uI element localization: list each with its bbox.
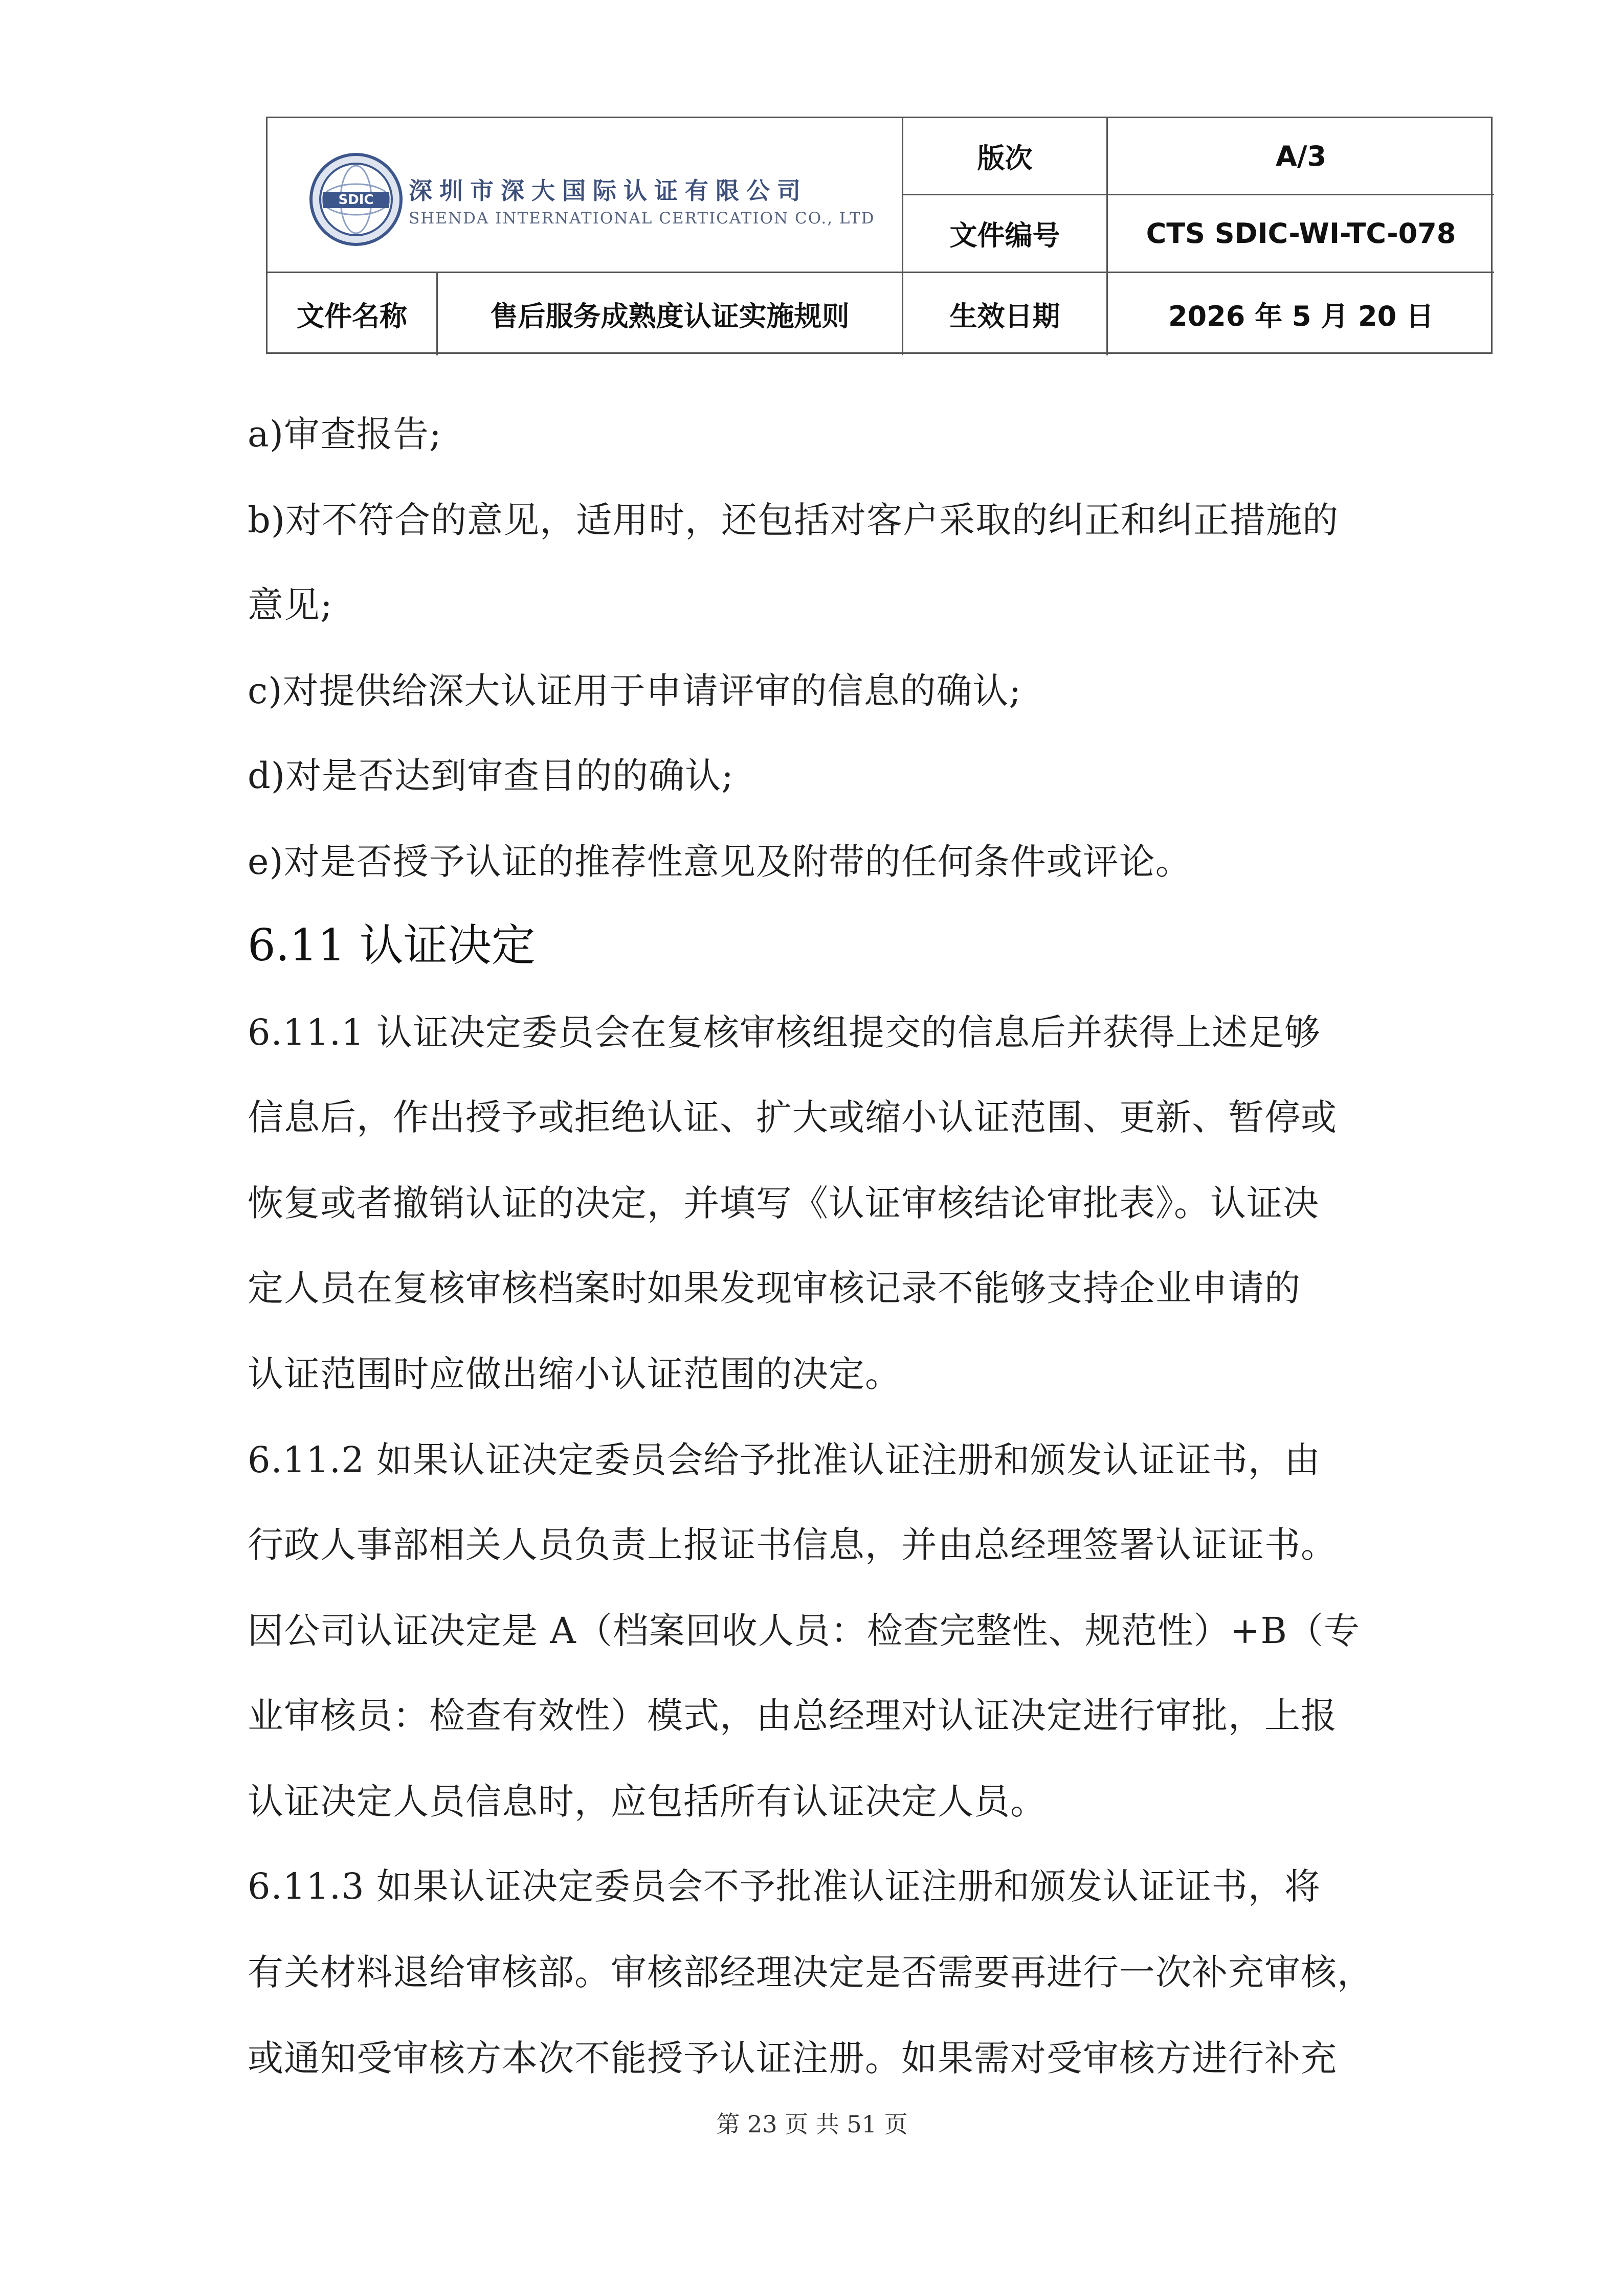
body-line: e)对是否授予认证的推荐性意见及附带的任何条件或评论。 <box>248 841 1192 883</box>
body-line: 6.11.3 如果认证决定委员会不予批准认证注册和颁发认证证书，将 <box>248 1865 1321 1907</box>
logo-text: SDIC <box>338 192 374 208</box>
doc-number-value: CTS SDIC-WI-TC-078 <box>1146 217 1456 250</box>
body-line: 或通知受审核方本次不能授予认证注册。如果需对受审核方进行补充 <box>248 2037 1337 2079</box>
body-line: 认证决定人员信息时，应包括所有认证决定人员。 <box>248 1781 1047 1822</box>
body-line: 意见; <box>248 584 333 626</box>
body-line: 6.11.1 认证决定委员会在复核审核组提交的信息后并获得上述足够 <box>248 1011 1321 1053</box>
body-line: c)对提供给深大认证用于申请评审的信息的确认; <box>248 670 1022 712</box>
body-line: 恢复或者撤销认证的决定，并填写《认证审核结论审批表》。认证决 <box>248 1182 1319 1224</box>
body-line: 业审核员：检查有效性）模式，由总经理对认证决定进行审批，上报 <box>248 1695 1337 1737</box>
version-label: 版次 <box>977 142 1033 174</box>
body-line: 行政人事部相关人员负责上报证书信息，并由总经理签署认证证书。 <box>248 1524 1337 1566</box>
doc-name-value: 售后服务成熟度认证实施规则 <box>490 300 850 332</box>
company-name-en: SHENDA INTERNATIONAL CERTICATION CO., LTD <box>409 209 875 228</box>
page-number: 第 23 页 共 51 页 <box>716 2110 908 2138</box>
body-line: 有关材料退给审核部。审核部经理决定是否需要再进行一次补充审核， <box>248 1951 1373 1993</box>
company-logo-block <box>308 152 973 249</box>
body-line: 因公司认证决定是 A（档案回收人员：检查完整性、规范性）+B（专 <box>248 1610 1360 1652</box>
body-line: 6.11.2 如果认证决定委员会给予批准认证注册和颁发认证证书，由 <box>248 1439 1321 1481</box>
company-name-cn: 深圳市深大国际认证有限公司 <box>409 177 808 205</box>
body-line: 信息后，作出授予或拒绝认证、扩大或缩小认证范围、更新、暂停或 <box>248 1096 1337 1138</box>
company-seal-icon <box>308 152 404 247</box>
section-heading: 6.11 认证决定 <box>248 920 536 971</box>
doc-name-label: 文件名称 <box>297 300 407 332</box>
effective-date-label: 生效日期 <box>949 300 1060 332</box>
version-value: A/3 <box>1275 140 1327 172</box>
document-header-table <box>266 117 1493 354</box>
doc-number-label: 文件编号 <box>949 219 1060 252</box>
effective-date-value: 2026 年 5 月 20 日 <box>1168 300 1434 332</box>
body-line: b)对不符合的意见，适用时，还包括对客户采取的纠正和纠正措施的 <box>248 499 1339 541</box>
body-line: 定人员在复核审核档案时如果发现审核记录不能够支持企业申请的 <box>248 1267 1301 1309</box>
body-line: 认证范围时应做出缩小认证范围的决定。 <box>248 1353 901 1395</box>
body-line: d)对是否达到审查目的的确认; <box>248 755 734 797</box>
body-line: a)审查报告; <box>248 413 442 455</box>
